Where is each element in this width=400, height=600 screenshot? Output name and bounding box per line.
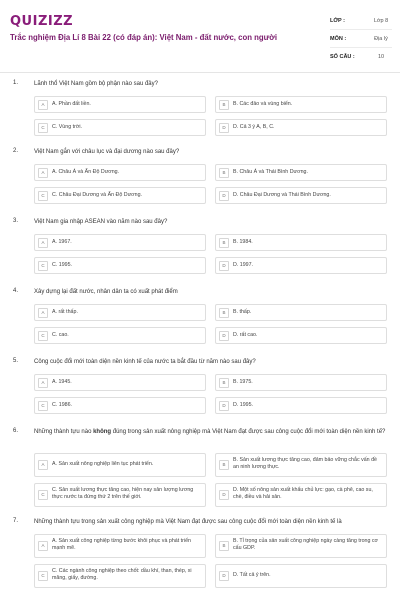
option-a[interactable] [34, 96, 206, 113]
option-text: B. 1975. [233, 379, 253, 385]
option-letter: B [219, 460, 229, 470]
option-text: D. 1997. [233, 262, 254, 268]
question-text: Xây dựng lại đất nước, nhân dân ta có xuất phát điểm [34, 289, 178, 295]
option-c[interactable] [34, 397, 206, 414]
option-text: A. Phần đất liền. [52, 101, 91, 107]
option-d[interactable] [215, 257, 387, 274]
meta-row-class [330, 12, 392, 30]
option-d[interactable] [215, 397, 387, 414]
meta-value: Lớp 8 [373, 17, 389, 24]
option-c[interactable] [34, 483, 206, 507]
option-text: B. Các đảo và vùng biển. [233, 101, 293, 107]
question-number: 6. [13, 428, 19, 434]
option-a[interactable] [34, 453, 206, 477]
option-text: C. 1995. [52, 262, 73, 268]
option-letter: B [219, 100, 229, 110]
option-a[interactable] [34, 164, 206, 181]
meta-key: MÔN : [330, 35, 347, 42]
meta-row-count [330, 48, 392, 65]
option-text: B. thấp. [233, 309, 252, 315]
question-text-emphasis: không [93, 429, 112, 435]
question-text: Việt Nam gia nhập ASEAN vào năm nào sau đây? [34, 219, 168, 225]
question-text: Những thành tựu trong sản xuất công nghiệp mà Việt Nam đạt được sau công cuộc đổi mới toàn diện nền kinh tế là [34, 519, 342, 525]
question-text-start: Những thành tựu nào [34, 429, 94, 435]
option-b[interactable] [215, 304, 387, 321]
option-letter: C [38, 401, 48, 411]
option-letter: C [38, 261, 48, 271]
option-a[interactable] [34, 374, 206, 391]
option-text: A. Châu Á và Ấn Độ Dương. [52, 169, 120, 175]
option-letter: B [219, 378, 229, 388]
option-letter: B [219, 238, 229, 248]
meta-key: SỐ CÂU : [330, 53, 355, 60]
option-letter: C [38, 490, 48, 500]
option-letter: D [219, 191, 229, 201]
option-b[interactable] [215, 96, 387, 113]
option-letter: A [38, 100, 48, 110]
option-text: D. Tất cả ý trên. [233, 572, 271, 578]
option-text: D. rất cao. [233, 332, 258, 338]
option-text: C. cao. [52, 332, 69, 338]
quizizz-logo: QUIZIZZ [10, 14, 74, 29]
option-letter: C [38, 331, 48, 341]
option-c[interactable] [34, 564, 206, 588]
option-text: C. Vùng trời. [52, 124, 82, 130]
option-b[interactable] [215, 234, 387, 251]
option-letter: C [38, 571, 48, 581]
question-number: 1. [13, 80, 19, 86]
worksheet-meta [330, 12, 392, 65]
option-letter: D [219, 261, 229, 271]
option-d[interactable] [215, 564, 387, 588]
option-letter: D [219, 490, 229, 500]
option-text: C. Các ngành công nghiệp theo chốt: dầu khí, than, thép, xi măng, giấy, đường. [52, 568, 192, 581]
meta-value: 10 [377, 53, 385, 60]
option-text: A. 1967. [52, 239, 72, 245]
question-number: 2. [13, 148, 19, 154]
question-number: 4. [13, 288, 19, 294]
option-text: C. 1986. [52, 402, 73, 408]
question-text: Lãnh thổ Việt Nam gồm bộ phận nào sau đây? [34, 81, 158, 87]
option-letter: B [219, 308, 229, 318]
option-d[interactable] [215, 119, 387, 136]
option-letter: C [38, 191, 48, 201]
worksheet-title: Trắc nghiệm Địa Lí 8 Bài 22 (có đáp án): Việt Nam - đất nước, con người [10, 33, 278, 42]
option-letter: C [38, 123, 48, 133]
option-a[interactable] [34, 534, 206, 558]
option-text: D. 1995. [233, 402, 254, 408]
option-d[interactable] [215, 327, 387, 344]
question-text: Việt Nam gắn với châu lục và đại dương nào sau đây? [34, 149, 180, 155]
option-b[interactable] [215, 453, 387, 477]
meta-key: LỚP : [330, 17, 345, 24]
option-letter: A [38, 168, 48, 178]
option-b[interactable] [215, 534, 387, 558]
option-letter: D [219, 571, 229, 581]
option-letter: D [219, 331, 229, 341]
option-text: A. Sản xuất công nghiệp từng bước khôi phục và phát triển mạnh mẽ. [52, 538, 191, 551]
question-number: 7. [13, 518, 19, 524]
question-text-end: đúng trong sản xuất nông nghiệp mà Việt Nam đạt được sau công cuộc đổi mới toàn diện nền kinh tế? [111, 429, 386, 435]
option-text: B. 1984. [233, 239, 253, 245]
option-letter: A [38, 308, 48, 318]
option-b[interactable] [215, 164, 387, 181]
option-text: D. Châu Đại Dương và Thái Bình Dương. [233, 192, 331, 198]
option-text: A. rất thấp. [52, 309, 78, 315]
meta-value: Địa lý [374, 35, 388, 42]
option-d[interactable] [215, 187, 387, 204]
option-letter: B [219, 541, 229, 551]
worksheet-header [0, 0, 400, 73]
option-text: C. Sản xuất lương thực tăng cao, hiện nay sản lượng lương thực nước ta đứng thứ 2 trên thế giới. [52, 487, 194, 500]
option-letter: D [219, 401, 229, 411]
option-text: D. Cả 3 ý A, B, C. [233, 124, 275, 130]
option-letter: A [38, 460, 48, 470]
option-text: A. 1945. [52, 379, 72, 385]
option-b[interactable] [215, 374, 387, 391]
option-letter: A [38, 378, 48, 388]
option-c[interactable] [34, 257, 206, 274]
option-c[interactable] [34, 187, 206, 204]
option-c[interactable] [34, 119, 206, 136]
option-d[interactable] [215, 483, 387, 507]
meta-row-subject [330, 30, 392, 48]
option-text: A. Sản xuất nông nghiệp liên tục phát triển. [52, 461, 154, 467]
option-text: B. Tỉ trọng của sản xuất công nghiệp ngày càng tăng trong cơ cấu GDP. [233, 538, 379, 551]
option-text: C. Châu Đại Dương và Ấn Độ Dương. [52, 192, 142, 198]
question-number: 5. [13, 358, 19, 364]
option-text: B. Châu Á và Thái Bình Dương. [233, 169, 308, 175]
option-a[interactable] [34, 304, 206, 321]
option-c[interactable] [34, 327, 206, 344]
question-text [34, 428, 389, 436]
question-text: Công cuộc đổi mới toàn diện nền kinh tế của nước ta bắt đầu từ năm nào sau đây? [34, 359, 256, 365]
option-text: D. Một số nông sản xuất khẩu chủ lực: gạo, cà phê, cao su, chè, điều và hải sản. [233, 487, 373, 500]
question-number: 3. [13, 218, 19, 224]
option-letter: A [38, 238, 48, 248]
option-letter: B [219, 168, 229, 178]
option-letter: D [219, 123, 229, 133]
option-letter: A [38, 541, 48, 551]
option-text: B. Sản xuất lương thực tăng cao, đảm bảo vững chắc vấn đề an ninh lương thực. [233, 457, 377, 470]
option-a[interactable] [34, 234, 206, 251]
